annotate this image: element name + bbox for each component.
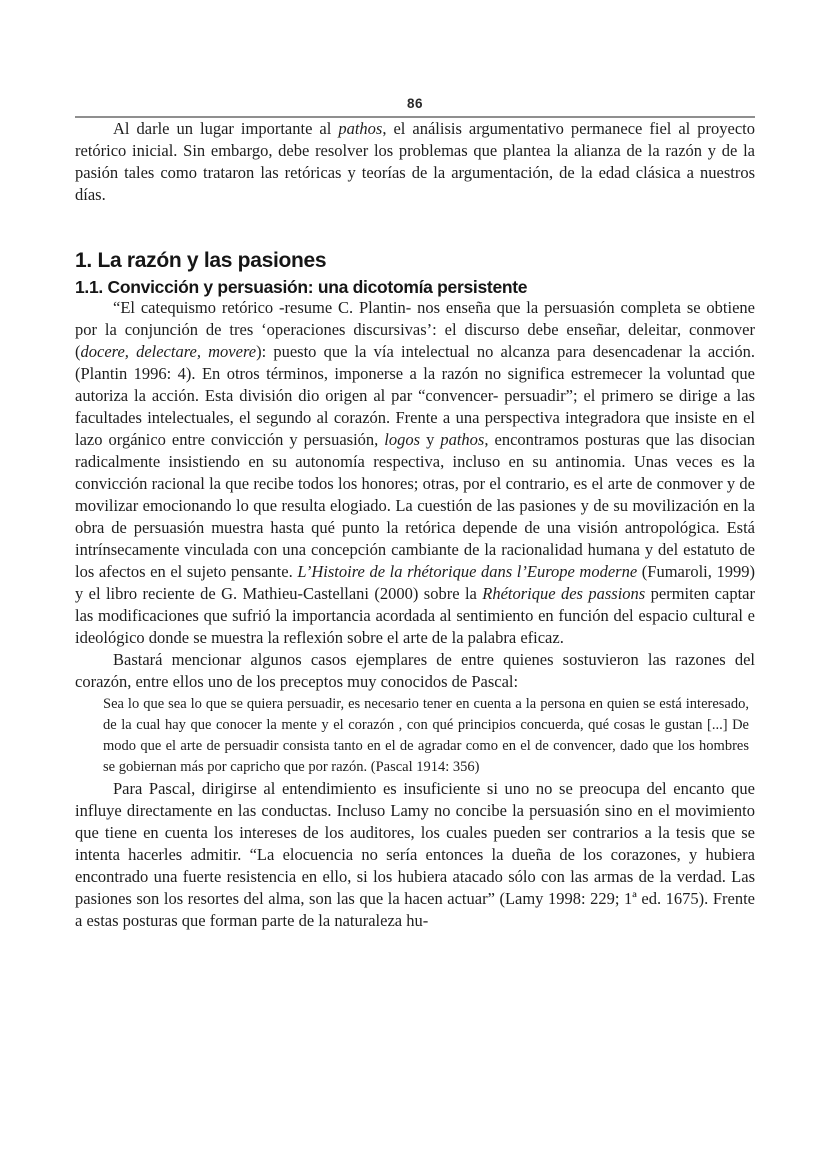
body-paragraph-bastara: Bastará mencionar algunos casos ejemplares de entre quienes sostuvieron las razones del corazón, entre ellos uno de los preceptos muy conocidos de Pascal: bbox=[75, 650, 755, 691]
page-header bbox=[75, 0, 755, 118]
subsection-heading: 1.1. Convicción y persuasión: una dicotomía persistente bbox=[75, 277, 528, 297]
page-number: 86 bbox=[406, 96, 424, 111]
section-heading: 1. La razón y las pasiones bbox=[75, 249, 327, 272]
body-paragraph-para-pascal: Para Pascal, dirigirse al entendimiento es insuficiente si uno no se preocupa del encanto que influye directamente en las conductas. Incluso Lamy no concibe la persuasión sino en el movimiento que tiene en cuenta los intereses de los auditores, los cuales pueden ser contrarios a la tesis que se intenta hacerles admitir. “La elocuencia no sería entonces la dueña de los corazones, y hubiera encontrado una fuerte resistencia en ello, si los hubiera atacado sólo con las armas de la verdad. Las pasiones son los resortes del alma, son las que la hacen actuar” (Lamy 1998: 229; 1ª ed. 1675). Frente a estas posturas que forman parte de la naturaleza hu- bbox=[75, 779, 755, 930]
page-content bbox=[75, 0, 755, 932]
intro-paragraph: Al darle un lugar importante al pathos, el análisis argumentativo permanece fiel al proyecto retórico inicial. Sin embargo, debe resolver los problemas que plantea la alianza de la razón y de la pasión tales como trataron las retóricas y teorías de la argumentación, de la edad clásica a nuestros días. bbox=[75, 119, 755, 204]
body-paragraph-catequismo: “El catequismo retórico -resume C. Plantin- nos enseña que la persuasión completa se obtiene por la conjunción de tres ‘operaciones discursivas’: el discurso debe enseñar, deleitar, conmover (docere, delectare, movere): puesto que la vía intelectual no alcanza para desencadenar la acción. (Plantin 1996: 4). En otros términos, imponerse a la razón no significa estremecer la voluntad que autoriza la acción. Esta división dio origen al par “convencer- persuadir”; el primero se dirige a las facultades intelectuales, el segundo al corazón. Frente a una perspectiva integradora que insiste en el lazo orgánico entre convicción y persuasión, logos y pathos, encontramos posturas que las disocian radicalmente insistiendo en su autonomía respectiva, incluso en su antinomia. Unas veces es la convicción racional la que recibe todos los honores; otras, por el contrario, es el arte de conmover y de movilizar emocionando lo que resulta elogiado. La cuestión de las pasiones y de su movilización en la obra de persuasión muestra hasta qué punto la retórica depende de una visión antropológica. Está intrínsecamente vinculada con una concepción cambiante de la racionalidad humana y del estatuto de los afectos en el sujeto pensante. L’Histoire de la rhétorique dans l’Europe moderne (Fumaroli, 1999) y el libro reciente de G. Mathieu-Castellani (2000) sobre la Rhétorique des passions permiten captar las modificaciones que sufrió la importancia acordada al sentimiento en función del espacio cultural e ideológico donde se muestra la reflexión sobre el arte de la palabra eficaz. bbox=[75, 298, 755, 647]
pascal-blockquote: Sea lo que sea lo que se quiera persuadir, es necesario tener en cuenta a la persona en quien se está interesado, de la cual hay que conocer la mente y el corazón , con qué principios concuerda, qué cosas le gustan [...] De modo que el arte de persuadir consista tanto en el de agradar como en el de convencer, dado que los hombres se gobiernan más por capricho que por razón. (Pascal 1914: 356) bbox=[103, 696, 749, 775]
